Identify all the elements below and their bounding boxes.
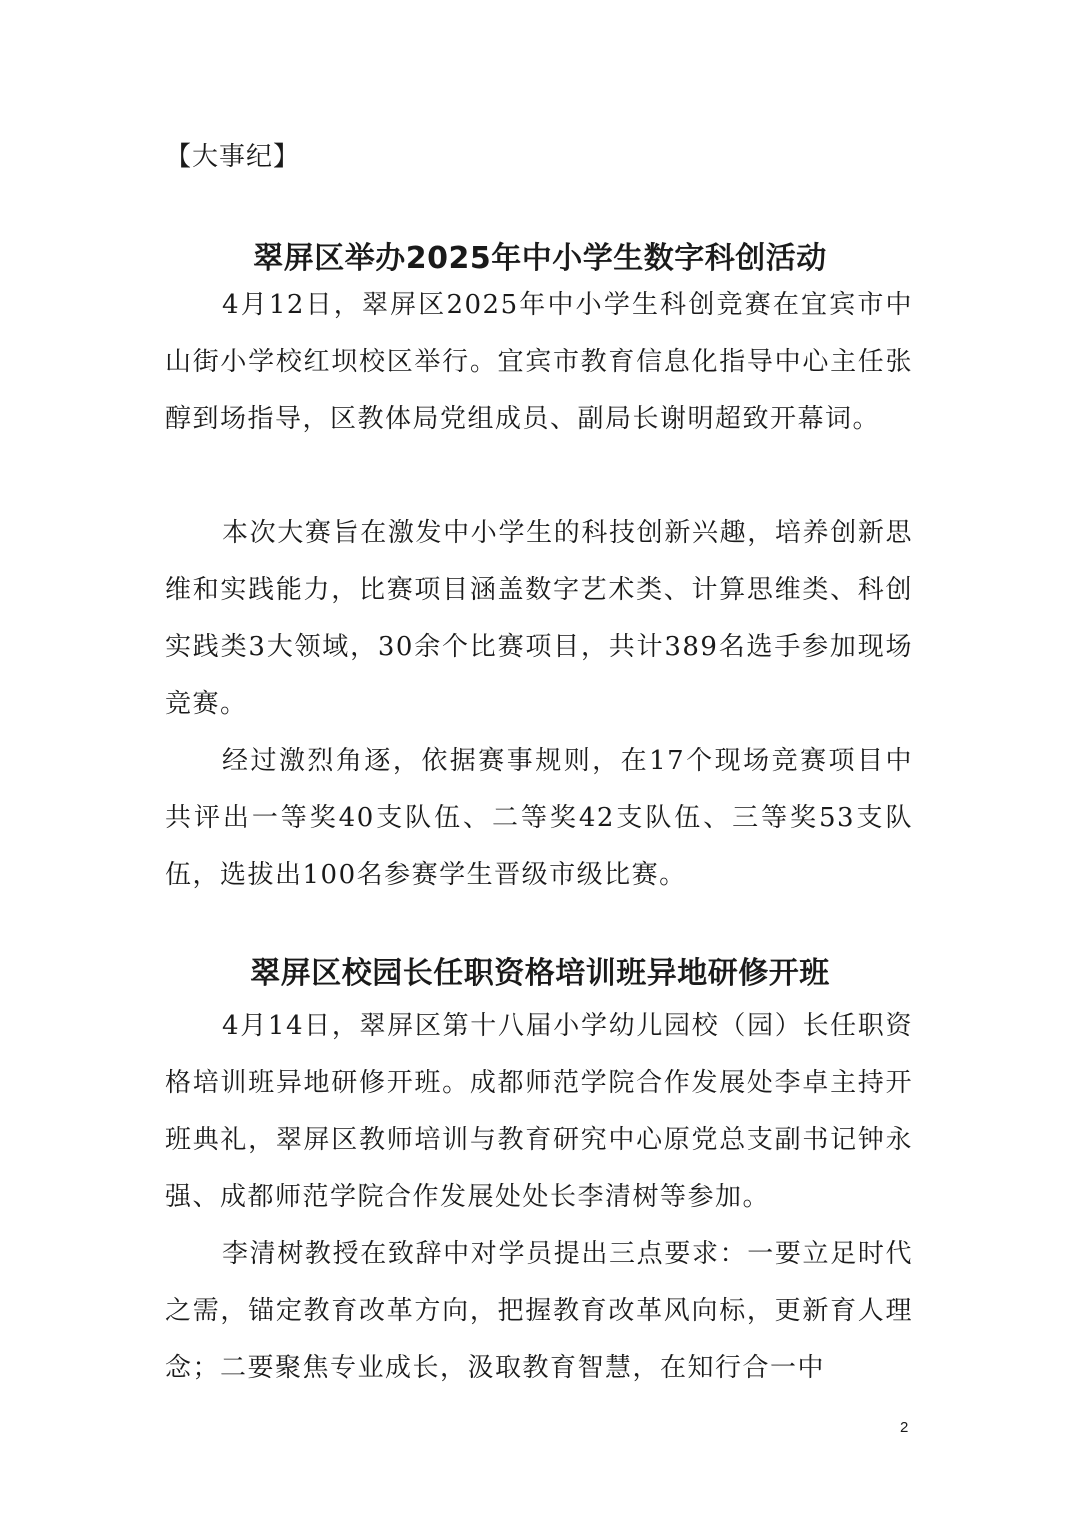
article-paragraph: 李清树教授在致辞中对学员提出三点要求：一要立足时代之需，锚定教育改革方向，把握教育改革风向标，更新育人理念；二要聚焦专业成长，汲取教育智慧，在知行合一中 [165, 1239, 913, 1383]
article-title: 翠屏区校园长任职资格培训班异地研修开班 [250, 956, 830, 991]
article-paragraph: 本次大赛旨在激发中小学生的科技创新兴趣，培养创新思维和实践能力，比赛项目涵盖数字艺术类、计算思维类、科创实践类3大领域，30余个比赛项目，共计389名选手参加现场竞赛。 [165, 518, 913, 719]
page-number: 2 [900, 1419, 909, 1436]
section-label: 【大事纪】 [165, 142, 301, 172]
article-paragraph: 4月12日，翠屏区2025年中小学生科创竞赛在宜宾市中山街小学校红坝校区举行。宜宾市教育信息化指导中心主任张醇到场指导，区教体局党组成员、副局长谢明超致开幕词。 [165, 290, 913, 434]
article-paragraph: 4月14日，翠屏区第十八届小学幼儿园校（园）长任职资格培训班异地研修开班。成都师范学院合作发展处李卓主持开班典礼，翠屏区教师培训与教育研究中心原党总支副书记钟永强、成都师范学院合作发展处处长李清树等参加。 [165, 1011, 913, 1212]
article-paragraph: 经过激烈角逐，依据赛事规则，在17个现场竞赛项目中共评出一等奖40支队伍、二等奖42支队伍、三等奖53支队伍，选拔出100名参赛学生晋级市级比赛。 [165, 746, 913, 890]
article-title: 翠屏区举办2025年中小学生数字科创活动 [253, 241, 827, 276]
